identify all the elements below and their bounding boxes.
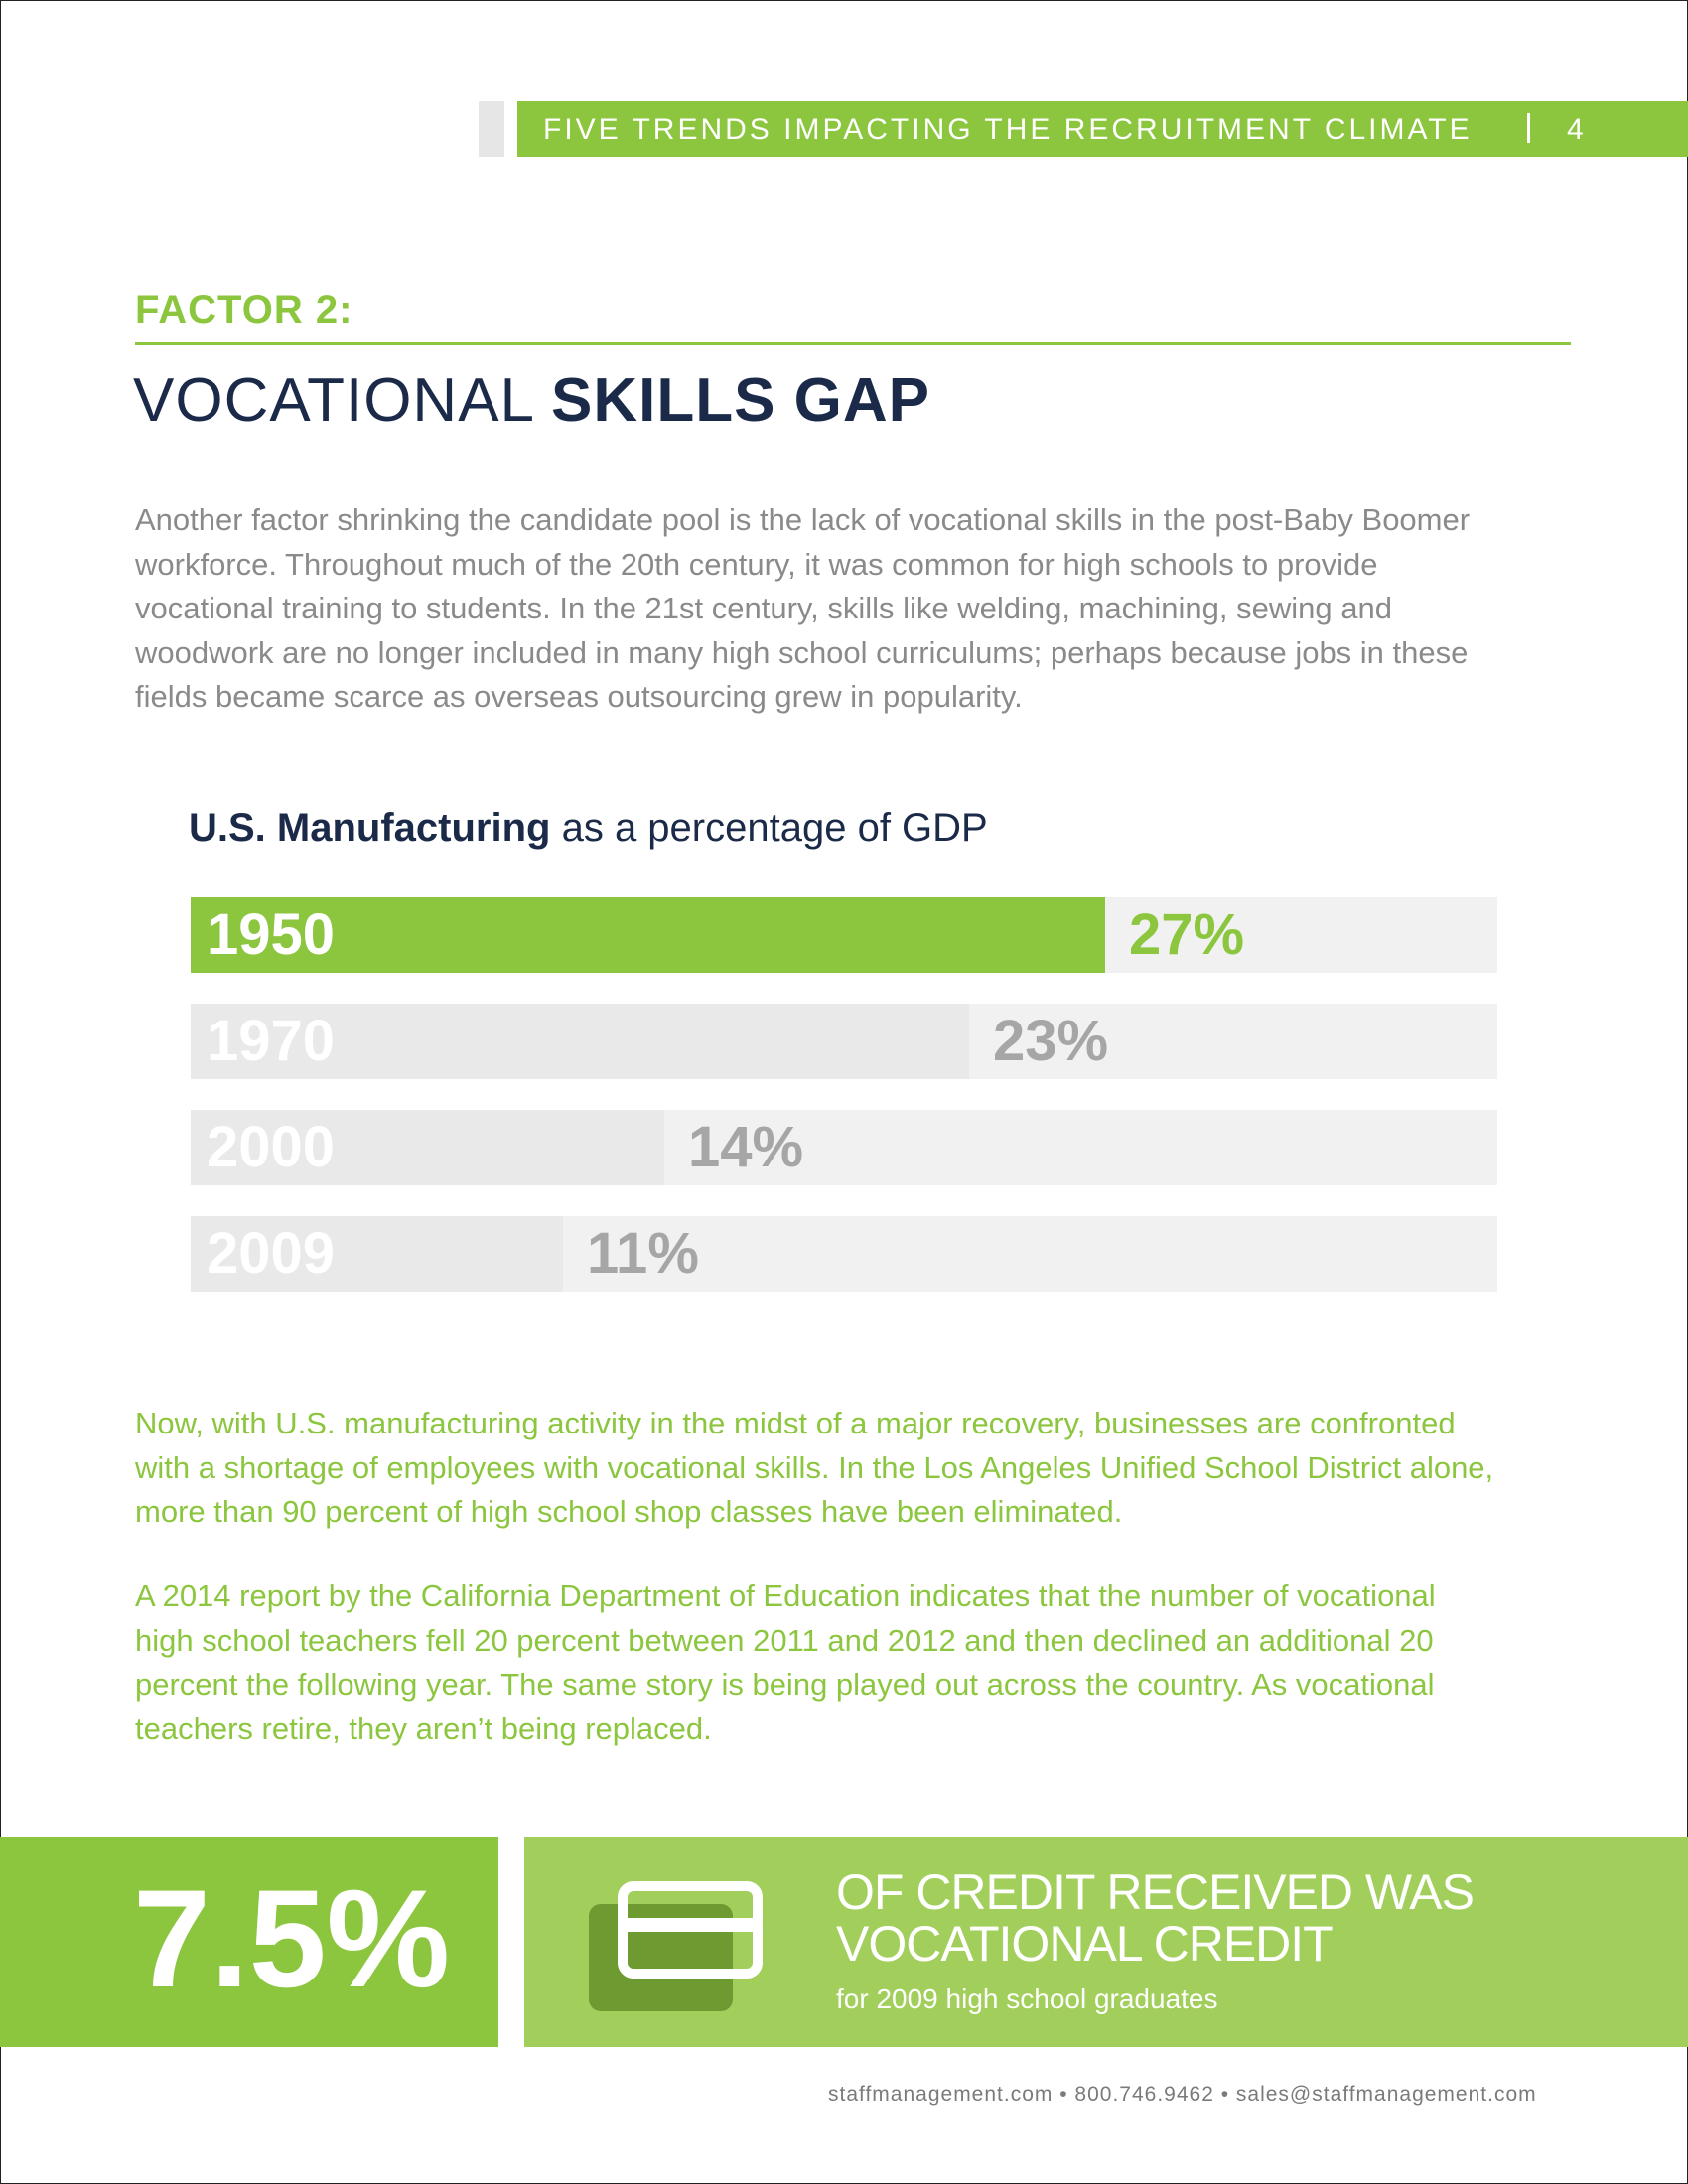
header-accent [479, 101, 504, 157]
text-line: with a shortage of employees with vocational skills. In the Los Angeles Unified School District alone, [135, 1449, 1494, 1485]
text-line: woodwork are no longer included in many high school curriculums; perhaps because jobs in these [135, 634, 1469, 670]
page-title [133, 365, 930, 436]
callout-heading [836, 1866, 1474, 1970]
bar-category-label: 1970 [207, 1009, 336, 1073]
text-line: Another factor shrinking the candidate pool is the lack of vocational skills in the post-Baby Boomer [135, 502, 1471, 537]
bar-value-label: 11% [587, 1221, 699, 1286]
heading-rule [135, 342, 1571, 345]
page-number: 4 [1567, 113, 1584, 146]
text-line: high school teachers fell 20 percent between 2011 and 2012 and then declined an additional 20 [135, 1622, 1434, 1658]
chart-title [189, 806, 988, 851]
bar-category-label: 1950 [207, 902, 336, 967]
callout-subtext: for 2009 high school graduates [836, 1983, 1218, 2014]
chart-title-rest: as a percentage of GDP [561, 806, 988, 850]
title-light: VOCATIONAL [133, 366, 533, 435]
bar-category-label: 2000 [207, 1115, 336, 1179]
text-line: percent the following year. The same story is being played out across the country. As vocational [135, 1667, 1435, 1702]
chart-title-bold: U.S. Manufacturing [189, 806, 551, 850]
text-line: Now, with U.S. manufacturing activity in the midst of a major recovery, businesses are confronted [135, 1406, 1456, 1440]
intro-paragraph [135, 498, 1605, 720]
header-title: FIVE TRENDS IMPACTING THE RECRUITMENT CLIMATE [543, 113, 1473, 146]
text-line: workforce. Throughout much of the 20th century, it was common for high schools to provide [135, 546, 1378, 582]
bar-category-label: 2009 [207, 1221, 336, 1286]
text-line: more than 90 percent of high school shop classes have been eliminated. [135, 1494, 1123, 1529]
text-line: fields became scarce as overseas outsourcing grew in popularity. [135, 679, 1023, 714]
bar-value-label: 27% [1129, 902, 1245, 967]
text-line: vocational training to students. In the 21st century, skills like welding, machining, sewing and [135, 591, 1392, 625]
report-paragraph [135, 1574, 1605, 1751]
bar-value-label: 23% [993, 1009, 1109, 1073]
title-bold: SKILLS GAP [550, 366, 931, 435]
recovery-paragraph [135, 1402, 1605, 1535]
callout-heading-line: VOCATIONAL CREDIT [836, 1916, 1333, 1972]
text-line: A 2014 report by the California Department of Education indicates that the number of vocational [135, 1578, 1436, 1613]
footer-contact: staffmanagement.com • 800.746.9462 • sales@staffmanagement.com [828, 2083, 1537, 2106]
header-separator [1527, 113, 1530, 143]
bar-value-label: 14% [688, 1115, 804, 1179]
stat-value: 7.5% [133, 1860, 451, 2016]
callout-heading-line: OF CREDIT RECEIVED WAS [836, 1864, 1474, 1920]
text-line: teachers retire, they aren’t being replaced. [135, 1710, 712, 1746]
card-stripe [618, 1918, 763, 1932]
factor-label: FACTOR 2: [135, 288, 353, 332]
